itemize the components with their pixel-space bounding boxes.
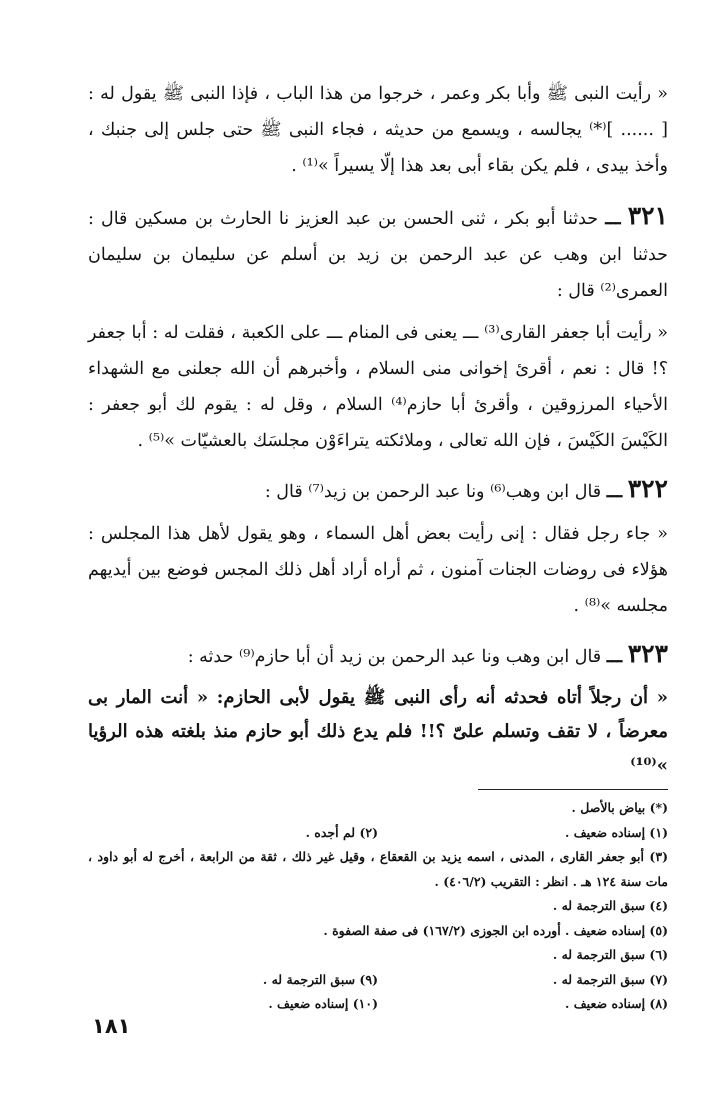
hadith-322-text: « جاء رجل فقال : إنى رأيت بعض أهل السماء ، وهو يقول لأهل هذا المجلس : هؤلاء فى روضات الجنات آمنون ، ثم أراه أراد أهل ذلك المجس فوضع بين أيديهم مجلسه »⁽⁸⁾ . <box>88 524 668 616</box>
footnote: (١) إسناده ضعيف . <box>565 824 668 840</box>
book-page <box>88 76 668 1017</box>
hadith-321-isnad <box>88 198 668 309</box>
footnote: (١٠) إسناده ضعيف . <box>268 996 378 1011</box>
footnote: (٣) أبو جعفر القارى ، المدنى ، اسمه يزيد بن القعقاع ، وقيل غير ذلك ، ثقة من الرابعة ، أخرج له أبو داود ، مات سنة ١٢٤ هـ . انظر : التقريب (٤٠٦/٢) . <box>88 849 668 889</box>
page-number: ١٨١ <box>92 1014 131 1038</box>
footnote-row <box>88 968 668 993</box>
footnote: (٥) إسناده ضعيف . أورده ابن الجوزى (١٦٧/٢) فى صفة الصفوة . <box>323 922 668 938</box>
footnote-row <box>88 821 668 846</box>
hadith-number: ٣٢١ <box>627 201 668 230</box>
dash: ـــ <box>606 482 623 502</box>
hadith-number: ٣٢٣ <box>627 639 668 668</box>
footnote: (٧) سبق الترجمة له . <box>552 971 668 987</box>
hadith-323-isnad <box>88 636 668 675</box>
footnote-row <box>88 992 668 1017</box>
footnote: (٩) سبق الترجمة له . <box>262 971 378 987</box>
footnote: (٨) إسناده ضعيف . <box>565 996 668 1011</box>
hadith-322-isnad <box>88 471 668 510</box>
footnote: (*) بياض بالأصل . <box>571 800 668 815</box>
footnote: (٦) سبق الترجمة له . <box>552 947 668 962</box>
footnotes <box>88 796 668 1017</box>
dash: ـــ <box>606 647 623 667</box>
dash: ـــ <box>605 209 621 229</box>
footnote: (٤) سبق الترجمة له . <box>552 898 668 913</box>
isnad-text: قال ابن وهب ونا عبد الرحمن بن زيد أن أبا حازم⁽⁹⁾ حدثه : <box>187 647 602 667</box>
hadith-321-text: « رأيت أبا جعفر القارى⁽³⁾ ـــ يعنى فى المنام ـــ على الكعبة ، فقلت له : أبا جعفر ؟! قال : نعم ، أقرئ إخوانى منى السلام ، وأخبرهم أن الله جعلنى مع الشهداء الأحياء المرزوقين ، وأقرئ أبا حازم⁽⁴⁾ السلام ، وقل له : يقوم لك أبو جعفر : الكَيْسَ الكَيْسَ ، فإن الله تعالى ، وملائكته يتراءَوْن مجلسَك بالعشيّات »⁽⁵⁾ . <box>88 323 669 451</box>
footnote: (٢) لم أجده . <box>305 824 378 840</box>
footnote-divider <box>478 789 668 790</box>
isnad-text: قال ابن وهب⁽⁶⁾ ونا عبد الرحمن بن زيد⁽⁷⁾ قال : <box>264 482 602 502</box>
hadith-323-text: « أن رجلاً أتاه فحدثه أنه رأى النبى ﷺ يقول لأبى الحازم: « أنت المار بى معرضاً ، لا تقف وتسلم علىّ ؟!! فلم يدع ذلك أبو حازم منذ بلغته هذه الرؤيا »⁽¹⁰⁾ <box>88 687 668 776</box>
paragraph-quote-320: « رأيت النبى ﷺ وأبا بكر وعمر ، خرجوا من هذا الباب ، فإذا النبى ﷺ يقول له : [ ...... ]⁽*⁾ يجالسه ، ويسمع من حديثه ، فجاء النبى ﷺ حتى جلس إلى جنبك ، وأخذ بيدى ، فلم يكن بقاء أبى بعد هذا إلّا يسيراً »⁽¹⁾ . <box>88 84 668 176</box>
isnad-text: حدثنا أبو بكر ، ثنى الحسن بن عبد العزيز نا الحارث بن مسكين قال : حدثنا ابن وهب عن عبد الرحمن بن زيد بن أسلم عن سليمان بن سليمان العمرى⁽²⁾ قال : <box>88 209 668 301</box>
hadith-number: ٣٢٢ <box>627 474 668 503</box>
